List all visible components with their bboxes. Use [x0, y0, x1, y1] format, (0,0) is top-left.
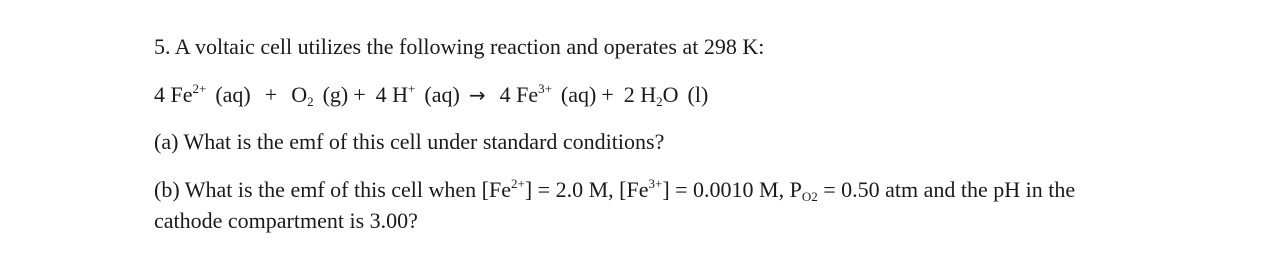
- product-fe3: 4 $Fe^{3+}$: [499, 81, 552, 107]
- reactant-fe2-state: (aq): [215, 82, 251, 107]
- plus-sign: +: [353, 82, 366, 107]
- product-fe3-state: (aq): [560, 82, 597, 107]
- part-a-question: (a) What is the emf of this cell under standard conditions?: [154, 129, 665, 154]
- reactant-o2: $O_2$: [291, 82, 314, 109]
- reactant-h: 4 H+: [375, 81, 416, 107]
- plus-sign: +: [264, 82, 278, 107]
- part-b-question-line2: cathode compartment is 3.00?: [154, 208, 418, 233]
- reactant-o2-state: (g): [322, 82, 349, 107]
- part-b-question-line1: (b) What is the emf of this cell when $[Fe^{2+}] = 2.0$ M, $[Fe^{3+}] = 0.0010$ M, $P_{O2} = 0.50$ atm and the pH in the: [154, 176, 1076, 204]
- product-water-state: (l): [687, 82, 709, 107]
- product-water: 2 $H_2O$: [623, 82, 679, 109]
- plus-sign: +: [601, 82, 614, 107]
- question-title: 5. A voltaic cell utilizes the following reaction and operates at 298 K:: [154, 34, 765, 59]
- reactant-fe2: 4 $Fe^{2+}$: [154, 81, 207, 107]
- reaction-equation: [154, 81, 708, 109]
- reaction-arrow-icon: →: [468, 83, 486, 107]
- reactant-h-state: (aq): [424, 82, 460, 107]
